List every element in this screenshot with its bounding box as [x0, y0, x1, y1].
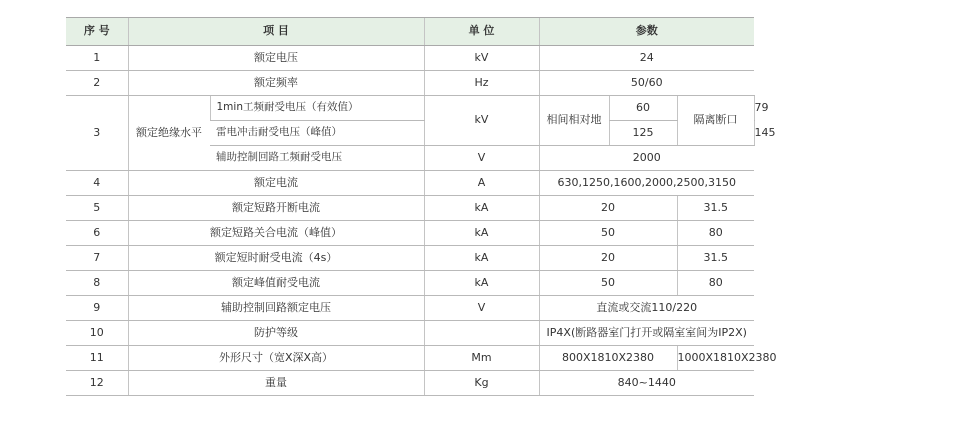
row-seq: 11	[66, 346, 128, 371]
row-unit: kA	[424, 221, 539, 246]
row-unit: kA	[424, 271, 539, 296]
row-unit-v: V	[424, 146, 539, 171]
break-label: 隔离断口	[677, 96, 754, 146]
header-item: 项 目	[128, 18, 424, 46]
row-value: 630,1250,1600,2000,2500,3150	[539, 171, 754, 196]
row-item: 辅助控制回路额定电压	[128, 296, 424, 321]
phase-impulse-value: 125	[609, 121, 677, 146]
row-seq: 6	[66, 221, 128, 246]
spec-table	[66, 17, 777, 396]
row-seq: 3	[66, 96, 128, 171]
row-unit: Mm	[424, 346, 539, 371]
row-seq: 5	[66, 196, 128, 221]
row-value-1: 50	[539, 271, 677, 296]
row-item: 额定峰值耐受电流	[128, 271, 424, 296]
row-item: 额定短路开断电流	[128, 196, 424, 221]
table-row	[66, 221, 754, 246]
row-unit: kA	[424, 246, 539, 271]
row-value-2: 31.5	[677, 196, 754, 221]
table-row	[66, 296, 754, 321]
row-value-2: 80	[677, 221, 754, 246]
table-row-insulation-1min: 3 额定绝缘水平 1min工频耐受电压（有效值） kV 相间相对地 60 隔离断口 79	[66, 96, 754, 121]
header-seq: 序 号	[66, 18, 128, 46]
table-row	[66, 271, 754, 296]
row-item: 防护等级	[128, 321, 424, 346]
row-value: 50/60	[539, 71, 754, 96]
row-item: 额定电流	[128, 171, 424, 196]
row-value: 840~1440	[539, 371, 754, 396]
aux-value: 2000	[539, 146, 754, 171]
table-row	[66, 346, 754, 371]
row-unit: Kg	[424, 371, 539, 396]
table-row	[66, 371, 754, 396]
row-value: IP4X(断路器室门打开或隔室室间为IP2X)	[539, 321, 754, 346]
table-row	[66, 171, 754, 196]
row-item: 额定短时耐受电流（4s）	[128, 246, 424, 271]
table-row	[66, 196, 754, 221]
row-value: 直流或交流110/220	[539, 296, 754, 321]
row-seq: 12	[66, 371, 128, 396]
phase-1min-value: 60	[609, 96, 677, 121]
row-seq: 8	[66, 271, 128, 296]
sub-item-1min: 1min工频耐受电压（有效值）	[210, 96, 424, 121]
row-seq: 4	[66, 171, 128, 196]
row-seq: 1	[66, 46, 128, 71]
row-item: 重量	[128, 371, 424, 396]
row-item: 额定短路关合电流（峰值）	[128, 221, 424, 246]
row-seq: 7	[66, 246, 128, 271]
sub-item-impulse: 雷电冲击耐受电压（峰值）	[210, 121, 424, 146]
row-item: 外形尺寸（宽X深X高）	[128, 346, 424, 371]
row-unit: V	[424, 296, 539, 321]
row-value-2: 1000X1810X2380	[677, 346, 754, 371]
header-unit: 单 位	[424, 18, 539, 46]
row-seq: 10	[66, 321, 128, 346]
row-unit: kA	[424, 196, 539, 221]
phase-label: 相间相对地	[539, 96, 609, 146]
table-row	[66, 46, 754, 71]
row-seq: 2	[66, 71, 128, 96]
row-value: 24	[539, 46, 754, 71]
row-value-1: 20	[539, 246, 677, 271]
table-row-insulation-impulse: 雷电冲击耐受电压（峰值） 125 145	[66, 121, 754, 146]
row-value-2: 31.5	[677, 246, 754, 271]
row-unit	[424, 321, 539, 346]
row-item-insulation: 额定绝缘水平	[128, 96, 210, 171]
sub-item-aux: 辅助控制回路工频耐受电压	[210, 146, 424, 171]
row-value-1: 20	[539, 196, 677, 221]
row-unit: Hz	[424, 71, 539, 96]
row-seq: 9	[66, 296, 128, 321]
table-row	[66, 246, 754, 271]
row-value-1: 800X1810X2380	[539, 346, 677, 371]
row-item: 额定频率	[128, 71, 424, 96]
header-row	[66, 18, 754, 46]
row-item: 额定电压	[128, 46, 424, 71]
row-value-2: 80	[677, 271, 754, 296]
row-value-1: 50	[539, 221, 677, 246]
header-params: 参数	[539, 18, 754, 46]
row-unit: A	[424, 171, 539, 196]
table-row	[66, 321, 754, 346]
table-row	[66, 71, 754, 96]
row-unit-kv: kV	[424, 96, 539, 146]
row-unit: kV	[424, 46, 539, 71]
